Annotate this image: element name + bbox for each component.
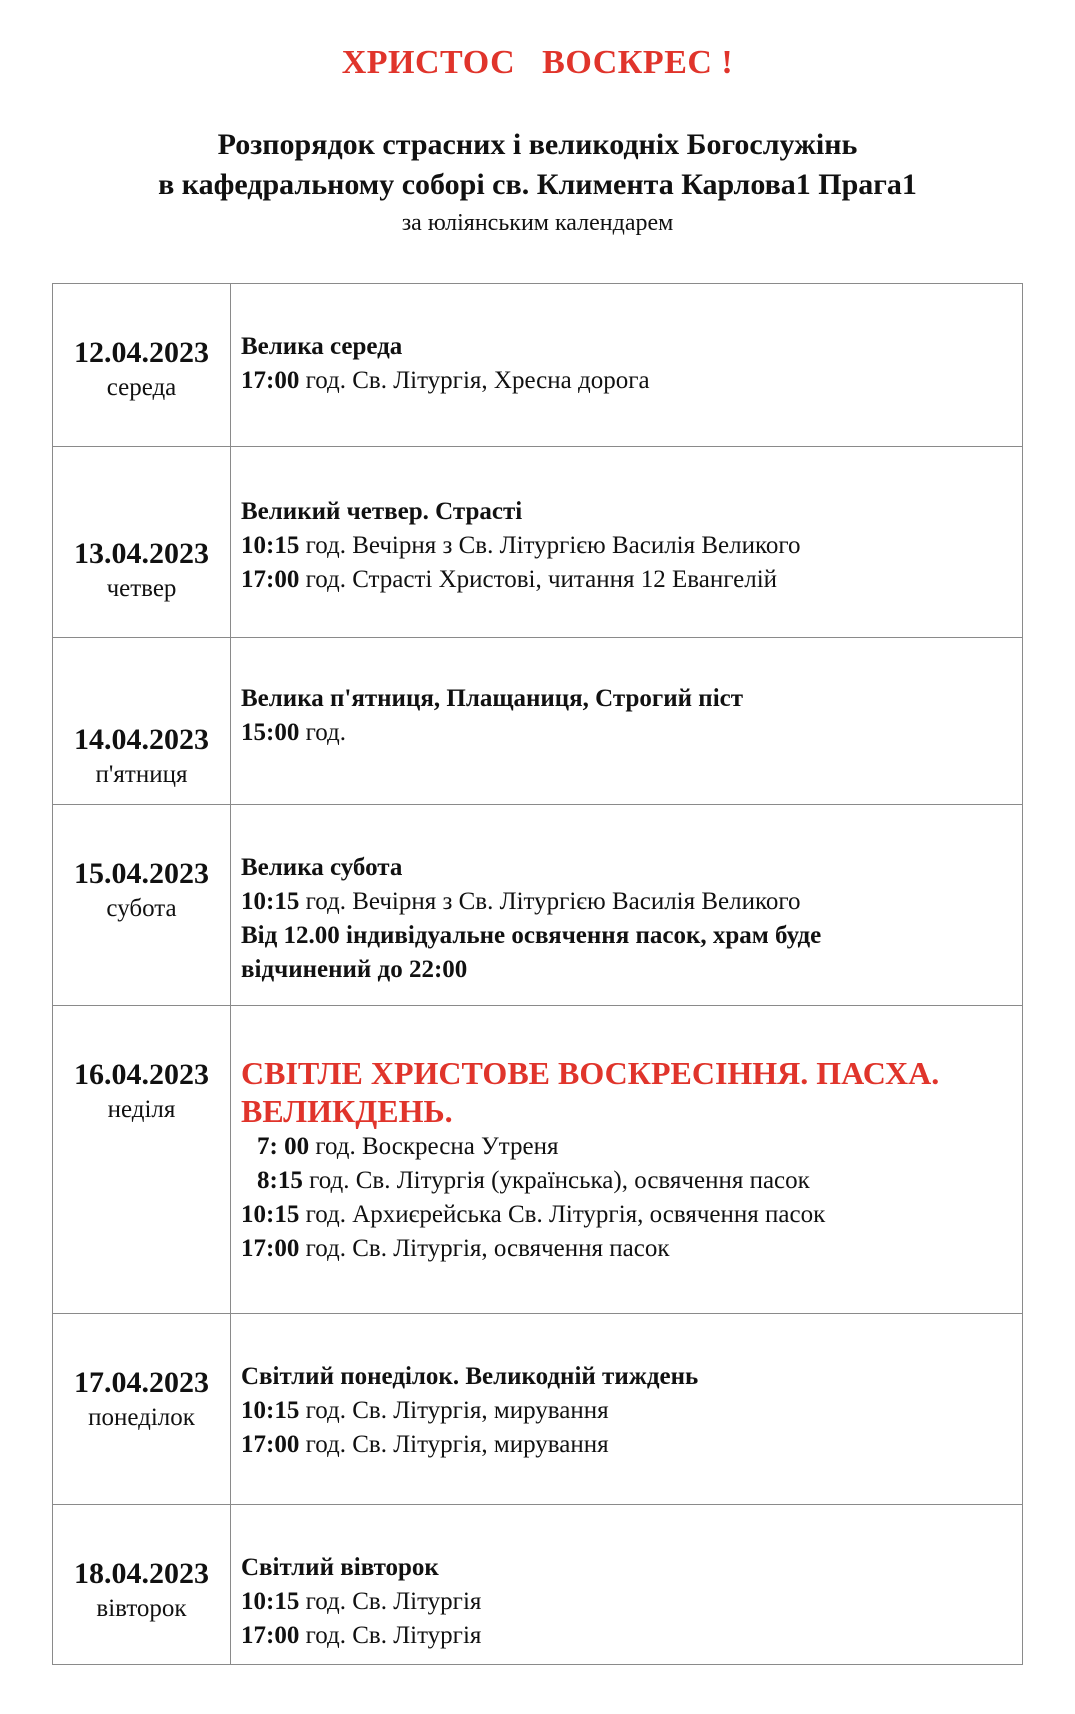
day-title: Світлий понеділок. Великодній тиждень bbox=[241, 1363, 699, 1390]
date-cell bbox=[53, 1505, 231, 1665]
day-title: Світлий вівторок bbox=[241, 1554, 439, 1581]
weekday: середа bbox=[106, 374, 177, 401]
date-cell bbox=[53, 284, 231, 447]
schedule-heading-line-1: Розпорядок страсних і великодніх Богослужінь bbox=[217, 128, 858, 161]
date-cell bbox=[53, 638, 231, 805]
service-text: год. Св. Літургія, мирування bbox=[299, 1397, 609, 1424]
service-line bbox=[241, 1619, 1016, 1653]
weekday: четвер bbox=[106, 575, 177, 602]
service-line bbox=[241, 1585, 1016, 1619]
event-cell bbox=[231, 447, 1023, 638]
service-text: год. Страсті Христові, читання 12 Евангелій bbox=[299, 566, 778, 593]
service-text: год. Вечірня з Св. Літургією Василія Великого bbox=[299, 532, 801, 559]
service-time: 17:00 bbox=[241, 1235, 300, 1262]
day-title: Великий четвер. Страсті bbox=[241, 498, 523, 525]
date: 16.04.2023 bbox=[74, 1058, 209, 1091]
event-cell bbox=[231, 1006, 1023, 1314]
service-time: 17:00 bbox=[241, 1431, 300, 1458]
service-time: 8:15 bbox=[257, 1167, 303, 1194]
date: 15.04.2023 bbox=[74, 857, 209, 890]
service-line bbox=[241, 1198, 1016, 1232]
table-row bbox=[53, 284, 1023, 447]
table-row bbox=[53, 447, 1023, 638]
table-row bbox=[53, 1006, 1023, 1314]
date: 18.04.2023 bbox=[74, 1557, 209, 1590]
service-text: год. Вечірня з Св. Літургією Василія Великого bbox=[299, 888, 801, 915]
service-text: год. bbox=[299, 719, 346, 746]
service-text: год. Св. Літургія, Хресна дорога bbox=[299, 367, 650, 394]
event-cell bbox=[231, 1314, 1023, 1505]
table-row bbox=[53, 805, 1023, 1006]
service-time: 10:15 bbox=[241, 888, 300, 915]
service-time: 10:15 bbox=[241, 1588, 300, 1615]
service-time: 17:00 bbox=[241, 1622, 300, 1649]
service-text: год. Св. Літургія bbox=[299, 1588, 482, 1615]
service-line bbox=[241, 1394, 1016, 1428]
event-cell bbox=[231, 638, 1023, 805]
service-line bbox=[241, 885, 1016, 919]
event-cell bbox=[231, 805, 1023, 1006]
weekday: субота bbox=[106, 895, 177, 922]
service-line bbox=[241, 1164, 1016, 1198]
service-time: 7: 00 bbox=[257, 1133, 310, 1160]
date: 14.04.2023 bbox=[74, 723, 209, 756]
service-line bbox=[241, 1130, 1016, 1164]
page-title: ХРИСТОС ВОСКРЕС ! bbox=[341, 44, 734, 81]
date: 13.04.2023 bbox=[74, 537, 209, 570]
event-cell bbox=[231, 284, 1023, 447]
service-text: год. Св. Літургія bbox=[299, 1622, 482, 1649]
event-cell bbox=[231, 1505, 1023, 1665]
date: 17.04.2023 bbox=[74, 1366, 209, 1399]
weekday: неділя bbox=[107, 1096, 176, 1123]
date-cell bbox=[53, 1314, 231, 1505]
schedule-table bbox=[52, 283, 1023, 1665]
service-line bbox=[241, 1232, 1016, 1266]
weekday: понеділок bbox=[88, 1404, 195, 1431]
service-text: год. Св. Літургія, освячення пасок bbox=[299, 1235, 670, 1262]
day-title: Велика п'ятниця, Плащаниця, Строгий піст bbox=[241, 685, 744, 712]
weekday: вівторок bbox=[96, 1595, 187, 1622]
blessing-note: Від 12.00 індивідуальне освячення пасок, храм буде відчинений до 22:00 bbox=[241, 922, 822, 983]
service-line bbox=[241, 716, 1016, 750]
service-line bbox=[241, 563, 1016, 597]
service-time: 15:00 bbox=[241, 719, 300, 746]
date: 12.04.2023 bbox=[74, 336, 209, 369]
calendar-note: за юліянським календарем bbox=[401, 210, 674, 236]
easter-headline-line-1: СВІТЛЕ ХРИСТОВЕ ВОСКРЕСІННЯ. ПАСХА. bbox=[241, 1055, 940, 1091]
service-line bbox=[241, 529, 1016, 563]
service-time: 10:15 bbox=[241, 1397, 300, 1424]
schedule-heading-line-2: в кафедральному соборі св. Климента Карлова1 Прага1 bbox=[158, 168, 917, 201]
easter-headline-line-2: ВЕЛИКДЕНЬ. bbox=[241, 1093, 453, 1129]
day-title: Велика середа bbox=[241, 333, 403, 360]
service-time: 10:15 bbox=[241, 1201, 300, 1228]
service-text: год. Св. Літургія (українська), освячення пасок bbox=[302, 1167, 810, 1194]
table-row bbox=[53, 1314, 1023, 1505]
date-cell bbox=[53, 447, 231, 638]
date-cell bbox=[53, 1006, 231, 1314]
service-text: год. Архиєрейська Св. Літургія, освячення пасок bbox=[299, 1201, 826, 1228]
table-row bbox=[53, 1505, 1023, 1665]
service-line bbox=[241, 364, 1016, 398]
service-time: 17:00 bbox=[241, 566, 300, 593]
service-line bbox=[241, 1428, 1016, 1462]
table-row bbox=[53, 638, 1023, 805]
date-cell bbox=[53, 805, 231, 1006]
day-title: Велика субота bbox=[241, 854, 403, 881]
service-time: 17:00 bbox=[241, 367, 300, 394]
service-text: год. Воскресна Утреня bbox=[309, 1133, 559, 1160]
service-time: 10:15 bbox=[241, 532, 300, 559]
weekday: п'ятниця bbox=[95, 761, 188, 788]
service-text: год. Св. Літургія, мирування bbox=[299, 1431, 609, 1458]
